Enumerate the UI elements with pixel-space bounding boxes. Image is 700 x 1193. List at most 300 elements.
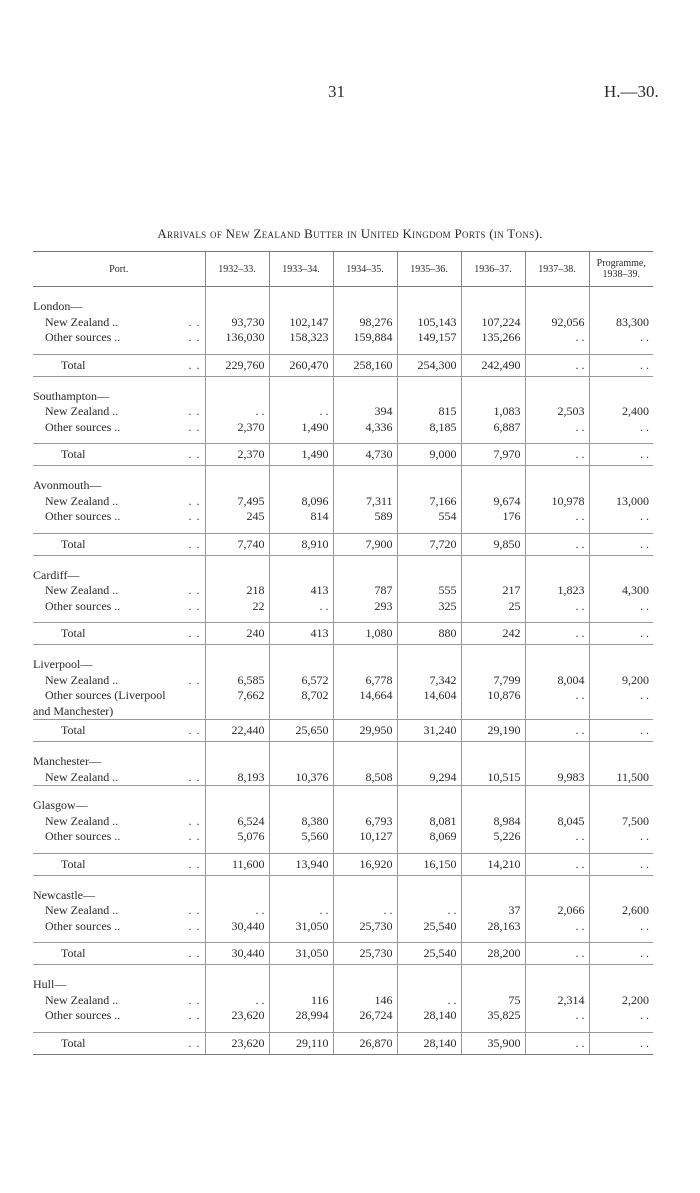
table-cell: 7,970	[461, 444, 525, 466]
table-cell: 105,143	[397, 315, 461, 331]
table-row	[33, 919, 653, 935]
table-row	[33, 829, 653, 845]
row-label-new-zealand	[33, 494, 205, 510]
table-cell: . .	[525, 919, 589, 935]
table-cell: 14,604	[397, 688, 461, 704]
table-cell: 14,664	[333, 688, 397, 704]
table-cell: 16,150	[397, 853, 461, 875]
table-cell: . .	[397, 903, 461, 919]
table-cell: 29,110	[269, 1032, 333, 1054]
table-cell: . .	[589, 720, 653, 742]
table-cell: . .	[589, 1008, 653, 1024]
table-cell: . .	[205, 993, 269, 1009]
row-label-text: New Zealand ..	[45, 992, 119, 1007]
table-cell: 9,200	[589, 673, 653, 689]
total-row	[33, 853, 653, 875]
table-cell: 1,490	[269, 444, 333, 466]
table-cell: 8,508	[333, 770, 397, 786]
leader-dots: . .	[188, 813, 201, 828]
table-cell: . .	[589, 623, 653, 645]
row-label-new-zealand	[33, 903, 205, 919]
leader-dots: . .	[188, 918, 201, 933]
row-label-text: Other sources (Liverpool	[45, 688, 166, 703]
table-cell: . .	[589, 829, 653, 845]
table-cell: 159,884	[333, 330, 397, 346]
leader-dots: . .	[188, 419, 201, 434]
table-cell: 6,585	[205, 673, 269, 689]
table-cell: 102,147	[269, 315, 333, 331]
row-label-text: New Zealand ..	[45, 583, 119, 598]
column-header-1935-36: 1935–36.	[397, 252, 461, 287]
table-cell: 8,984	[461, 814, 525, 830]
table-cell: . .	[525, 1008, 589, 1024]
butter-arrivals-table	[33, 251, 653, 1055]
table-cell: 25,730	[333, 919, 397, 935]
port-name: Liverpool—	[33, 657, 93, 672]
programme-label: Programme,	[596, 258, 646, 269]
table-cell: 75	[461, 993, 525, 1009]
table-cell: 9,850	[461, 533, 525, 555]
table-cell: . .	[525, 330, 589, 346]
table-row	[33, 903, 653, 919]
table-cell: 7,740	[205, 533, 269, 555]
table-cell: . .	[269, 404, 333, 420]
table-cell: . .	[269, 903, 333, 919]
table-cell: 242,490	[461, 354, 525, 376]
row-label-continuation: and Manchester)	[33, 703, 114, 718]
row-label-text: Other sources ..	[45, 1008, 121, 1023]
port-name: Cardiff—	[33, 567, 80, 582]
table-cell: 8,004	[525, 673, 589, 689]
row-label-new-zealand	[33, 315, 205, 331]
row-label-other-sources	[33, 420, 205, 436]
table-cell: 23,620	[205, 1032, 269, 1054]
row-label-text: Other sources ..	[45, 330, 121, 345]
table-cell: 31,050	[269, 943, 333, 965]
row-label-text: Total	[61, 946, 86, 960]
row-label-other-sources	[33, 330, 205, 346]
table-cell: 8,045	[525, 814, 589, 830]
row-label-text: Total	[61, 357, 86, 372]
table-cell: 176	[461, 509, 525, 525]
table-cell: 6,793	[333, 814, 397, 830]
table-cell: 8,069	[397, 829, 461, 845]
table-cell: 25,650	[269, 720, 333, 742]
table-cell: 229,760	[205, 354, 269, 376]
row-label-text: Total	[61, 856, 86, 871]
row-label-new-zealand	[33, 583, 205, 599]
table-cell: 2,200	[589, 993, 653, 1009]
table-row	[33, 330, 653, 346]
leader-dots: . .	[188, 946, 201, 960]
table-cell: . .	[589, 330, 653, 346]
table-cell: 1,490	[269, 420, 333, 436]
table-cell: 9,674	[461, 494, 525, 510]
row-label-new-zealand	[33, 814, 205, 830]
table-cell: 31,240	[397, 720, 461, 742]
row-label-new-zealand	[33, 673, 205, 689]
column-header-port: Port.	[33, 252, 205, 287]
table-cell: 5,076	[205, 829, 269, 845]
row-label-other-sources	[33, 1008, 205, 1024]
table-cell: . .	[269, 599, 333, 615]
total-label	[33, 623, 205, 645]
row-label-text: Total	[61, 536, 86, 551]
table-cell: 7,500	[589, 814, 653, 830]
port-heading-row	[33, 568, 653, 584]
table-cell: 2,503	[525, 404, 589, 420]
total-row	[33, 444, 653, 466]
table-cell: 7,495	[205, 494, 269, 510]
table-cell: . .	[589, 533, 653, 555]
table-row	[33, 420, 653, 436]
row-label-new-zealand	[33, 770, 205, 786]
row-label-text: New Zealand ..	[45, 672, 119, 687]
table-cell: 29,950	[333, 720, 397, 742]
table-cell: 28,140	[397, 1008, 461, 1024]
column-header-1932-33: 1932–33.	[205, 252, 269, 287]
port-heading-row	[33, 798, 653, 814]
leader-dots: . .	[188, 903, 201, 918]
table-cell: 14,210	[461, 853, 525, 875]
table-cell: . .	[205, 903, 269, 919]
leader-dots: . .	[188, 404, 201, 419]
table-cell: 218	[205, 583, 269, 599]
table-cell: 10,515	[461, 770, 525, 786]
total-label	[33, 444, 205, 466]
table-cell: 7,799	[461, 673, 525, 689]
table-cell: 22	[205, 599, 269, 615]
table-cell: 554	[397, 509, 461, 525]
port-name: Southampton—	[33, 388, 110, 403]
table-row	[33, 814, 653, 830]
table-cell: 92,056	[525, 315, 589, 331]
total-row	[33, 354, 653, 376]
table-cell: . .	[589, 509, 653, 525]
table-row	[33, 993, 653, 1009]
table-cell: 7,662	[205, 688, 269, 704]
table-cell: 394	[333, 404, 397, 420]
table-cell: 2,066	[525, 903, 589, 919]
leader-dots: . .	[188, 509, 201, 524]
table-cell: 2,600	[589, 903, 653, 919]
table-cell: 23,620	[205, 1008, 269, 1024]
table-cell: 26,870	[333, 1032, 397, 1054]
leader-dots: . .	[188, 856, 201, 871]
leader-dots: . .	[188, 314, 201, 329]
table-cell: 815	[397, 404, 461, 420]
table-cell: 11,600	[205, 853, 269, 875]
table-cell: 83,300	[589, 315, 653, 331]
row-label-other-sources	[33, 599, 205, 615]
table-cell: . .	[205, 404, 269, 420]
table-title: Arrivals of New Zealand Butter in United Kingdom Ports (in Tons).	[157, 226, 543, 241]
table-cell: 8,702	[269, 688, 333, 704]
table-cell: . .	[525, 853, 589, 875]
table-cell: 26,724	[333, 1008, 397, 1024]
port-heading-row	[33, 299, 653, 315]
table-cell: 11,500	[589, 770, 653, 786]
table-cell: 25,540	[397, 943, 461, 965]
row-label-other-sources	[33, 829, 205, 845]
leader-dots: . .	[188, 598, 201, 613]
table-row	[33, 1008, 653, 1024]
table-cell: . .	[589, 599, 653, 615]
table-cell: 2,370	[205, 444, 269, 466]
table-cell: 1,083	[461, 404, 525, 420]
table-cell: 29,190	[461, 720, 525, 742]
table-cell: 37	[461, 903, 525, 919]
table-cell: 7,166	[397, 494, 461, 510]
table-cell: 16,920	[333, 853, 397, 875]
table-cell: . .	[589, 420, 653, 436]
table-cell: 555	[397, 583, 461, 599]
leader-dots: . .	[188, 626, 201, 640]
total-label	[33, 354, 205, 376]
row-label-text: Total	[61, 1035, 86, 1050]
table-cell: . .	[525, 1032, 589, 1054]
table-cell: 6,887	[461, 420, 525, 436]
port-name: Glasgow—	[33, 798, 88, 813]
table-cell: . .	[525, 444, 589, 466]
table-cell: 8,096	[269, 494, 333, 510]
table-cell: 6,524	[205, 814, 269, 830]
table-row	[33, 688, 653, 704]
table-row	[33, 509, 653, 525]
table-cell: . .	[525, 829, 589, 845]
table-cell: 589	[333, 509, 397, 525]
table-cell: 25	[461, 599, 525, 615]
table-cell: 136,030	[205, 330, 269, 346]
table-row-continuation	[33, 704, 653, 720]
row-label-other-sources	[33, 688, 205, 704]
port-name: Avonmouth—	[33, 478, 102, 493]
table-cell: 31,050	[269, 919, 333, 935]
table-cell: 93,730	[205, 315, 269, 331]
port-heading-row	[33, 478, 653, 494]
total-label	[33, 1032, 205, 1054]
port-heading-row	[33, 977, 653, 993]
table-cell: 5,226	[461, 829, 525, 845]
table-cell: 35,900	[461, 1032, 525, 1054]
leader-dots: . .	[188, 723, 201, 737]
table-cell: . .	[525, 354, 589, 376]
table-cell: . .	[333, 903, 397, 919]
column-header-1933-34: 1933–34.	[269, 252, 333, 287]
leader-dots: . .	[188, 672, 201, 687]
table-cell: 245	[205, 509, 269, 525]
table-cell: 13,000	[589, 494, 653, 510]
column-header-1936-37: 1936–37.	[461, 252, 525, 287]
table-cell: . .	[525, 623, 589, 645]
table-row	[33, 770, 653, 786]
total-label	[33, 533, 205, 555]
table-cell: 413	[269, 583, 333, 599]
table-cell: 9,000	[397, 444, 461, 466]
table-row	[33, 599, 653, 615]
table-cell: 7,720	[397, 533, 461, 555]
leader-dots: . .	[188, 1008, 201, 1023]
row-label-text: Other sources ..	[45, 509, 121, 524]
programme-year: 1938–39.	[602, 269, 640, 280]
table-cell: 25,540	[397, 919, 461, 935]
row-label-other-sources	[33, 509, 205, 525]
total-row	[33, 943, 653, 965]
port-name: Hull—	[33, 977, 67, 992]
row-label-text: Total	[61, 723, 86, 737]
table-row	[33, 494, 653, 510]
table-cell: 25,730	[333, 943, 397, 965]
total-row	[33, 533, 653, 555]
port-name: London—	[33, 299, 83, 314]
table-cell: 242	[461, 623, 525, 645]
port-name: Newcastle—	[33, 887, 95, 902]
table-cell: 9,983	[525, 770, 589, 786]
table-cell: 4,730	[333, 444, 397, 466]
leader-dots: . .	[188, 330, 201, 345]
table-cell: . .	[589, 688, 653, 704]
table-cell: 6,572	[269, 673, 333, 689]
leader-dots: . .	[188, 536, 201, 551]
table-cell: . .	[525, 533, 589, 555]
leader-dots: . .	[188, 769, 201, 784]
table-cell: 787	[333, 583, 397, 599]
table-cell: 28,200	[461, 943, 525, 965]
table-cell: . .	[525, 943, 589, 965]
row-label-text: Other sources ..	[45, 829, 121, 844]
table-cell: . .	[397, 993, 461, 1009]
table-cell: . .	[589, 444, 653, 466]
row-label-text: Other sources ..	[45, 918, 121, 933]
table-cell: 22,440	[205, 720, 269, 742]
table-cell: 30,440	[205, 919, 269, 935]
table-cell: 28,163	[461, 919, 525, 935]
row-label-text: New Zealand ..	[45, 314, 119, 329]
page-number: 31	[328, 82, 345, 101]
table-cell: 5,560	[269, 829, 333, 845]
table-cell: 135,266	[461, 330, 525, 346]
table-cell: 158,323	[269, 330, 333, 346]
total-label	[33, 943, 205, 965]
header-row	[33, 252, 653, 287]
document-reference: H.—30.	[604, 82, 659, 101]
row-label-other-sources	[33, 919, 205, 935]
leader-dots: . .	[188, 583, 201, 598]
table-cell: . .	[589, 943, 653, 965]
table-cell: . .	[525, 720, 589, 742]
table-row	[33, 404, 653, 420]
column-header-1934-35: 1934–35.	[333, 252, 397, 287]
leader-dots: . .	[188, 493, 201, 508]
table-cell: 98,276	[333, 315, 397, 331]
table-cell: 8,185	[397, 420, 461, 436]
row-label-text: New Zealand ..	[45, 404, 119, 419]
total-label	[33, 853, 205, 875]
table-cell: 149,157	[397, 330, 461, 346]
table-cell: 10,876	[461, 688, 525, 704]
table-cell: 107,224	[461, 315, 525, 331]
table-cell: 7,311	[333, 494, 397, 510]
row-label-text: New Zealand ..	[45, 769, 119, 784]
table-cell: 2,370	[205, 420, 269, 436]
table-cell: 35,825	[461, 1008, 525, 1024]
port-heading-row	[33, 888, 653, 904]
port-name: Manchester—	[33, 754, 101, 769]
table-row	[33, 583, 653, 599]
table-cell: . .	[525, 509, 589, 525]
port-heading-row	[33, 389, 653, 405]
table-cell: 413	[269, 623, 333, 645]
table-cell: 8,910	[269, 533, 333, 555]
table-cell: . .	[525, 420, 589, 436]
table-cell: 116	[269, 993, 333, 1009]
table-cell: 146	[333, 993, 397, 1009]
table-body	[33, 287, 653, 1055]
table-cell: 2,400	[589, 404, 653, 420]
table-cell: 1,080	[333, 623, 397, 645]
table-cell: 7,900	[333, 533, 397, 555]
row-label-text: New Zealand ..	[45, 493, 119, 508]
row-label-text: New Zealand ..	[45, 813, 119, 828]
total-row	[33, 1032, 653, 1054]
table-cell: . .	[589, 1032, 653, 1054]
port-heading-row	[33, 657, 653, 673]
total-row	[33, 720, 653, 742]
row-label-text: Total	[61, 447, 86, 461]
row-label-text: Other sources ..	[45, 419, 121, 434]
table-cell: 880	[397, 623, 461, 645]
column-header-programme	[589, 252, 653, 287]
table-cell: 258,160	[333, 354, 397, 376]
table-cell: 10,127	[333, 829, 397, 845]
table-cell: 8,193	[205, 770, 269, 786]
leader-dots: . .	[188, 357, 201, 372]
row-label-text: New Zealand ..	[45, 903, 119, 918]
table-cell: 28,994	[269, 1008, 333, 1024]
table-cell: 8,081	[397, 814, 461, 830]
table-cell: 6,778	[333, 673, 397, 689]
table-cell: 13,940	[269, 853, 333, 875]
table-cell: 814	[269, 509, 333, 525]
table-cell: 4,336	[333, 420, 397, 436]
row-label-new-zealand	[33, 993, 205, 1009]
table-cell: 1,823	[525, 583, 589, 599]
leader-dots: . .	[188, 992, 201, 1007]
table-cell: 10,376	[269, 770, 333, 786]
table-cell: . .	[589, 919, 653, 935]
table-cell: 217	[461, 583, 525, 599]
total-label	[33, 720, 205, 742]
table-cell: 2,314	[525, 993, 589, 1009]
table-cell: 8,380	[269, 814, 333, 830]
port-heading-row	[33, 754, 653, 770]
table-cell: . .	[589, 853, 653, 875]
table-cell: . .	[589, 354, 653, 376]
leader-dots: . .	[188, 829, 201, 844]
leader-dots: . .	[188, 447, 201, 461]
row-label-text: Total	[61, 626, 86, 640]
table-cell: 9,294	[397, 770, 461, 786]
table-cell: 254,300	[397, 354, 461, 376]
total-row	[33, 623, 653, 645]
table-cell: 30,440	[205, 943, 269, 965]
table-cell: . .	[525, 599, 589, 615]
table-cell: 325	[397, 599, 461, 615]
table-cell: 240	[205, 623, 269, 645]
table-row	[33, 315, 653, 331]
table-cell: 293	[333, 599, 397, 615]
table-cell: 4,300	[589, 583, 653, 599]
